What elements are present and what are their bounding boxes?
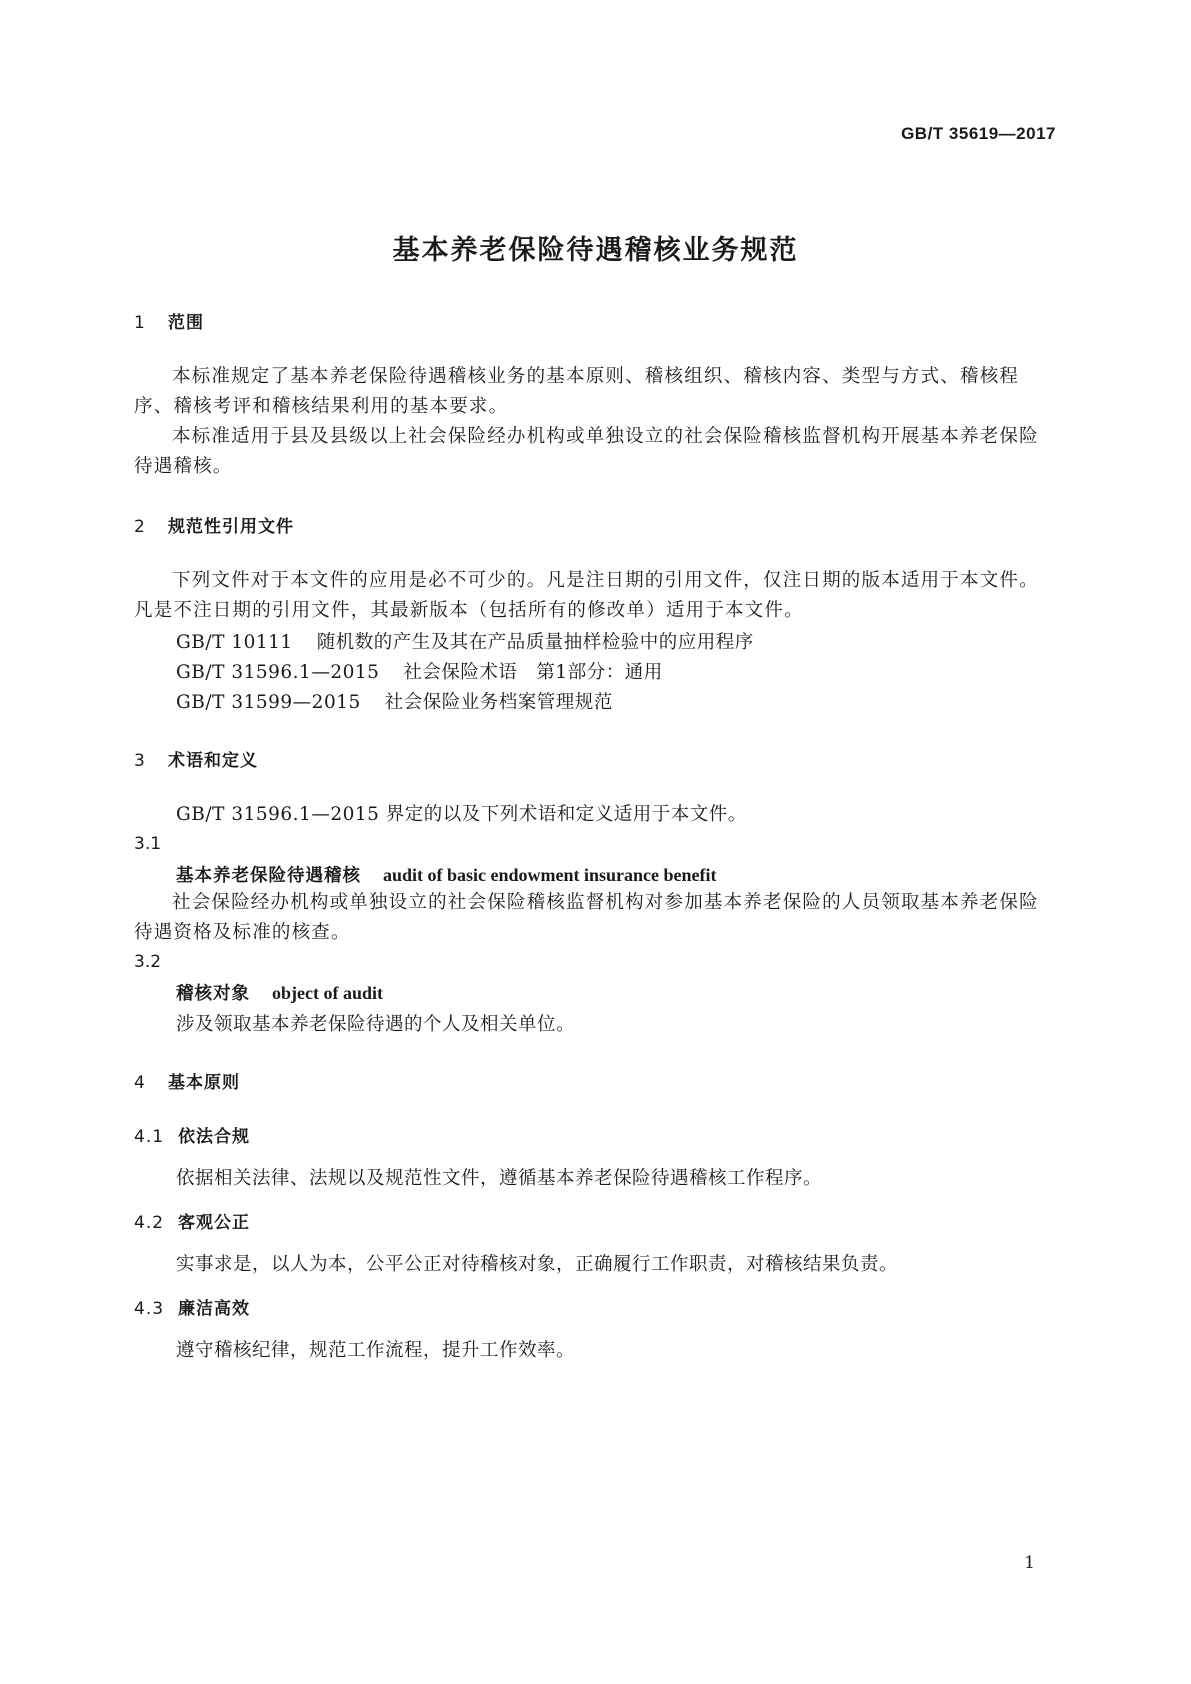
subsection-title: 依法合规: [178, 1127, 250, 1147]
term-number: 3.1: [134, 834, 162, 854]
term-en: object of audit: [272, 983, 383, 1003]
section-title: 规范性引用文件: [168, 517, 294, 537]
subsection-number: 4.1: [134, 1127, 165, 1147]
subsection-title: 客观公正: [178, 1213, 250, 1233]
subsection-text: 遵守稽核纪律，规范工作流程，提升工作效率。: [176, 1340, 576, 1361]
reference-item: [176, 628, 754, 654]
reference-code: GB/T 31596.1—2015: [176, 662, 380, 683]
subsection-heading: [134, 1122, 250, 1147]
subsection-text: 实事求是，以人为本，公平公正对待稽核对象，正确履行工作职责，对稽核结果负责。: [176, 1254, 899, 1275]
subsection-text: 依据相关法律、法规以及规范性文件，遵循基本养老保险待遇稽核工作程序。: [176, 1168, 823, 1189]
section-2-heading: [134, 512, 294, 537]
term-zh: 基本养老保险待遇稽核: [176, 866, 361, 886]
reference-code: GB/T 31599—2015: [176, 692, 361, 713]
standard-code: GB/T 35619—2017: [901, 124, 1056, 143]
section-4-heading: [134, 1068, 240, 1093]
section-title: 术语和定义: [168, 751, 258, 771]
section-1-paragraph-2: 本标准适用于县及县级以上社会保险经办机构或单独设立的社会保险稽核监督机构开展基本养老保险待遇稽核。: [134, 426, 1039, 477]
page-number: 1: [1024, 1553, 1035, 1573]
term-definition: 涉及领取基本养老保险待遇的个人及相关单位。: [176, 1014, 576, 1035]
subsection-heading: [134, 1294, 250, 1319]
reference-title: 社会保险术语 第1部分：通用: [403, 662, 663, 683]
section-title: 基本原则: [168, 1073, 240, 1093]
subsection-title: 廉洁高效: [178, 1299, 250, 1319]
subsection-number: 4.2: [134, 1213, 165, 1233]
reference-item: [176, 658, 663, 684]
term-en: audit of basic endowment insurance benefit: [383, 865, 717, 885]
reference-title: 社会保险业务档案管理规范: [384, 692, 613, 713]
reference-item: [176, 688, 613, 714]
section-1-paragraph-1: 本标准规定了基本养老保险待遇稽核业务的基本原则、稽核组织、稽核内容、类型与方式、稽核程序、稽核考评和稽核结果利用的基本要求。: [134, 366, 1020, 417]
section-number: 2: [134, 517, 146, 537]
section-title: 范围: [168, 313, 204, 333]
section-3-paragraph-1: GB/T 31596.1—2015 界定的以及下列术语和定义适用于本文件。: [176, 804, 747, 825]
section-number: 1: [134, 313, 146, 333]
term-definition: 社会保险经办机构或单独设立的社会保险稽核监督机构对参加基本养老保险的人员领取基本养老保险待遇资格及标准的核查。: [134, 892, 1039, 943]
subsection-number: 4.3: [134, 1299, 165, 1319]
reference-title: 随机数的产生及其在产品质量抽样检验中的应用程序: [316, 632, 754, 653]
term-name: [176, 980, 383, 1005]
term-zh: 稽核对象: [176, 984, 250, 1004]
section-1-heading: [134, 308, 204, 333]
reference-code: GB/T 10111: [176, 632, 293, 653]
subsection-heading: [134, 1208, 250, 1233]
term-number: 3.2: [134, 952, 162, 972]
section-2-paragraph-1: 下列文件对于本文件的应用是必不可少的。凡是注日期的引用文件，仅注日期的版本适用于本文件。凡是不注日期的引用文件，其最新版本（包括所有的修改单）适用于本文件。: [134, 570, 1039, 621]
section-3-heading: [134, 746, 258, 771]
document-title: 基本养老保险待遇稽核业务规范: [392, 235, 799, 266]
section-number: 4: [134, 1073, 146, 1093]
section-number: 3: [134, 751, 146, 771]
term-name: [176, 862, 717, 887]
